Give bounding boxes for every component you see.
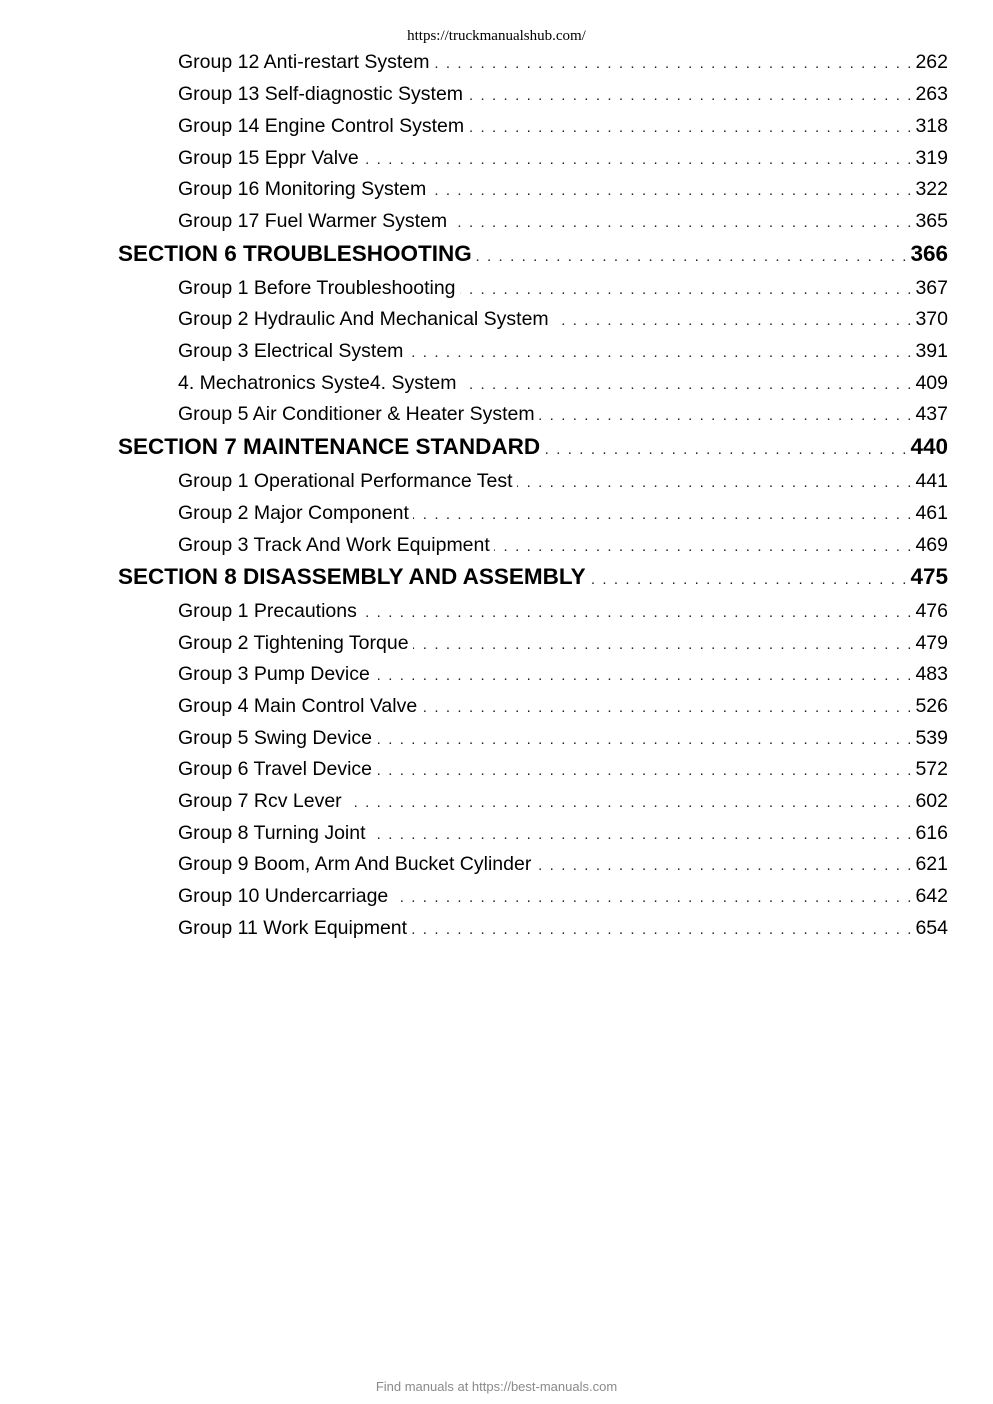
toc-entry-title: SECTION 6 TROUBLESHOOTING [118, 241, 472, 266]
footer-text: Find manuals at https://best-manuals.com [375, 1379, 618, 1394]
dot-leader [535, 851, 911, 881]
toc-page-number: 476 [915, 600, 948, 622]
dot-leader [363, 145, 912, 175]
dot-leader [433, 49, 911, 79]
toc-page-number: 469 [915, 534, 948, 556]
toc-entry-row[interactable] [178, 336, 948, 368]
toc-entry-row[interactable] [178, 596, 948, 628]
dot-leader [460, 275, 912, 305]
dot-leader [476, 241, 907, 273]
toc-page-number: 539 [915, 727, 948, 749]
toc-entry-row[interactable] [178, 628, 948, 660]
dot-leader [467, 81, 911, 111]
toc-entry-row[interactable] [178, 143, 948, 175]
toc-page-number: 475 [910, 564, 948, 589]
toc-entry-title: 4. Mechatronics Syste4. System [178, 372, 457, 394]
toc-entry-title: Group 1 Operational Performance Test [178, 470, 513, 492]
toc-section-row[interactable] [118, 431, 948, 466]
dot-leader [376, 756, 911, 786]
toc-page-number: 367 [915, 277, 948, 299]
dot-leader [451, 208, 911, 238]
toc-entry-row[interactable] [178, 174, 948, 206]
toc-page-number: 365 [915, 210, 948, 232]
toc-entry-title: Group 3 Track And Work Equipment [178, 534, 490, 556]
toc-entry-title: Group 8 Turning Joint [178, 822, 366, 844]
dot-leader [392, 883, 911, 913]
dot-leader [376, 725, 911, 755]
toc-page-number: 318 [915, 115, 948, 137]
toc-page-number: 322 [915, 178, 948, 200]
dot-leader [590, 564, 907, 596]
dot-leader [461, 370, 912, 400]
toc-page-number: 366 [910, 241, 948, 266]
toc-page-number: 602 [915, 790, 948, 812]
dot-leader [421, 693, 911, 723]
toc-page-number: 461 [915, 502, 948, 524]
toc-page-number: 526 [915, 695, 948, 717]
toc-page-number: 262 [915, 51, 948, 73]
dot-leader [539, 401, 912, 431]
toc-page-number: 441 [915, 470, 948, 492]
toc-entry-row[interactable] [178, 466, 948, 498]
toc-entry-title: Group 10 Undercarriage [178, 885, 389, 907]
toc-entry-title: Group 9 Boom, Arm And Bucket Cylinder [178, 853, 532, 875]
toc-page-number: 483 [915, 663, 948, 685]
toc-entry-title: Group 6 Travel Device [178, 758, 373, 780]
toc-page-number: 263 [915, 83, 948, 105]
dot-leader [346, 788, 912, 818]
dot-leader [370, 820, 912, 850]
toc-entry-title: Group 4 Main Control Valve [178, 695, 418, 717]
toc-entry-title: Group 3 Pump Device [178, 663, 370, 685]
toc-page-number: 409 [915, 372, 948, 394]
toc-entry-row[interactable] [178, 498, 948, 530]
toc-section-row[interactable] [118, 561, 948, 596]
toc-entry-title: SECTION 8 DISASSEMBLY AND ASSEMBLY [118, 564, 586, 589]
toc-entry-title: Group 15 Eppr Valve [178, 147, 359, 169]
toc-entry-row[interactable] [178, 111, 948, 143]
toc-entry-row[interactable] [178, 273, 948, 305]
toc-entry-row[interactable] [178, 79, 948, 111]
toc-entry-row[interactable] [178, 881, 948, 913]
toc-entry-title: Group 2 Hydraulic And Mechanical System [178, 308, 549, 330]
toc-entry-row[interactable] [178, 368, 948, 400]
toc-page-number: 319 [915, 147, 948, 169]
dot-leader [374, 661, 912, 691]
toc-entry-row[interactable] [178, 723, 948, 755]
toc-page-number: 479 [915, 632, 948, 654]
toc-entry-row[interactable] [178, 849, 948, 881]
toc-entry-row[interactable] [178, 530, 948, 562]
toc-entry-title: Group 17 Fuel Warmer System [178, 210, 448, 232]
toc-page-number: 440 [910, 434, 948, 459]
toc-page-number: 621 [915, 853, 948, 875]
toc-entry-title: Group 5 Air Conditioner & Heater System [178, 403, 535, 425]
dot-leader [494, 532, 912, 562]
toc-entry-title: Group 1 Before Troubleshooting [178, 277, 456, 299]
dot-leader [413, 630, 912, 660]
toc-page-number: 391 [915, 340, 948, 362]
toc-entry-title: Group 7 Rcv Lever [178, 790, 342, 812]
dot-leader [361, 598, 912, 628]
toc-entry-row[interactable] [178, 818, 948, 850]
toc-page-number: 654 [915, 917, 948, 939]
dot-leader [517, 468, 912, 498]
toc-entry-row[interactable] [178, 304, 948, 336]
toc-entry-title: Group 3 Electrical System [178, 340, 404, 362]
toc-entry-title: Group 12 Anti-restart System [178, 51, 430, 73]
toc-entry-row[interactable] [178, 659, 948, 691]
toc-entry-row[interactable] [178, 206, 948, 238]
toc-entry-row[interactable] [178, 691, 948, 723]
dot-leader [553, 306, 912, 336]
dot-leader [544, 434, 906, 466]
toc-page-number: 437 [915, 403, 948, 425]
dot-leader [468, 113, 911, 143]
dot-leader [411, 915, 911, 945]
header-url: https://truckmanualshub.com/ [407, 28, 586, 44]
dot-leader [430, 176, 911, 206]
toc-entry-title: Group 14 Engine Control System [178, 115, 465, 137]
toc-section-row[interactable] [118, 238, 948, 273]
toc-entry-title: Group 1 Precautions [178, 600, 357, 622]
toc-entry-row[interactable] [178, 913, 948, 945]
toc-page-number: 616 [915, 822, 948, 844]
toc-entry-title: Group 11 Work Equipment [178, 917, 408, 939]
dot-leader [413, 500, 912, 530]
toc-entry-title: SECTION 7 MAINTENANCE STANDARD [118, 434, 541, 459]
toc-page-number: 370 [915, 308, 948, 330]
toc-entry-title: Group 2 Major Component [178, 502, 409, 524]
toc-entry-row[interactable] [178, 47, 948, 79]
toc-entry-row[interactable] [178, 754, 948, 786]
toc-entry-title: Group 5 Swing Device [178, 727, 373, 749]
toc-entry-row[interactable] [178, 399, 948, 431]
toc-page-number: 572 [915, 758, 948, 780]
toc-entry-title: Group 13 Self-diagnostic System [178, 83, 464, 105]
toc-entry-row[interactable] [178, 786, 948, 818]
toc-entry-title: Group 2 Tightening Torque [178, 632, 409, 654]
toc-entry-title: Group 16 Monitoring System [178, 178, 427, 200]
toc-page-number: 642 [915, 885, 948, 907]
dot-leader [407, 338, 911, 368]
